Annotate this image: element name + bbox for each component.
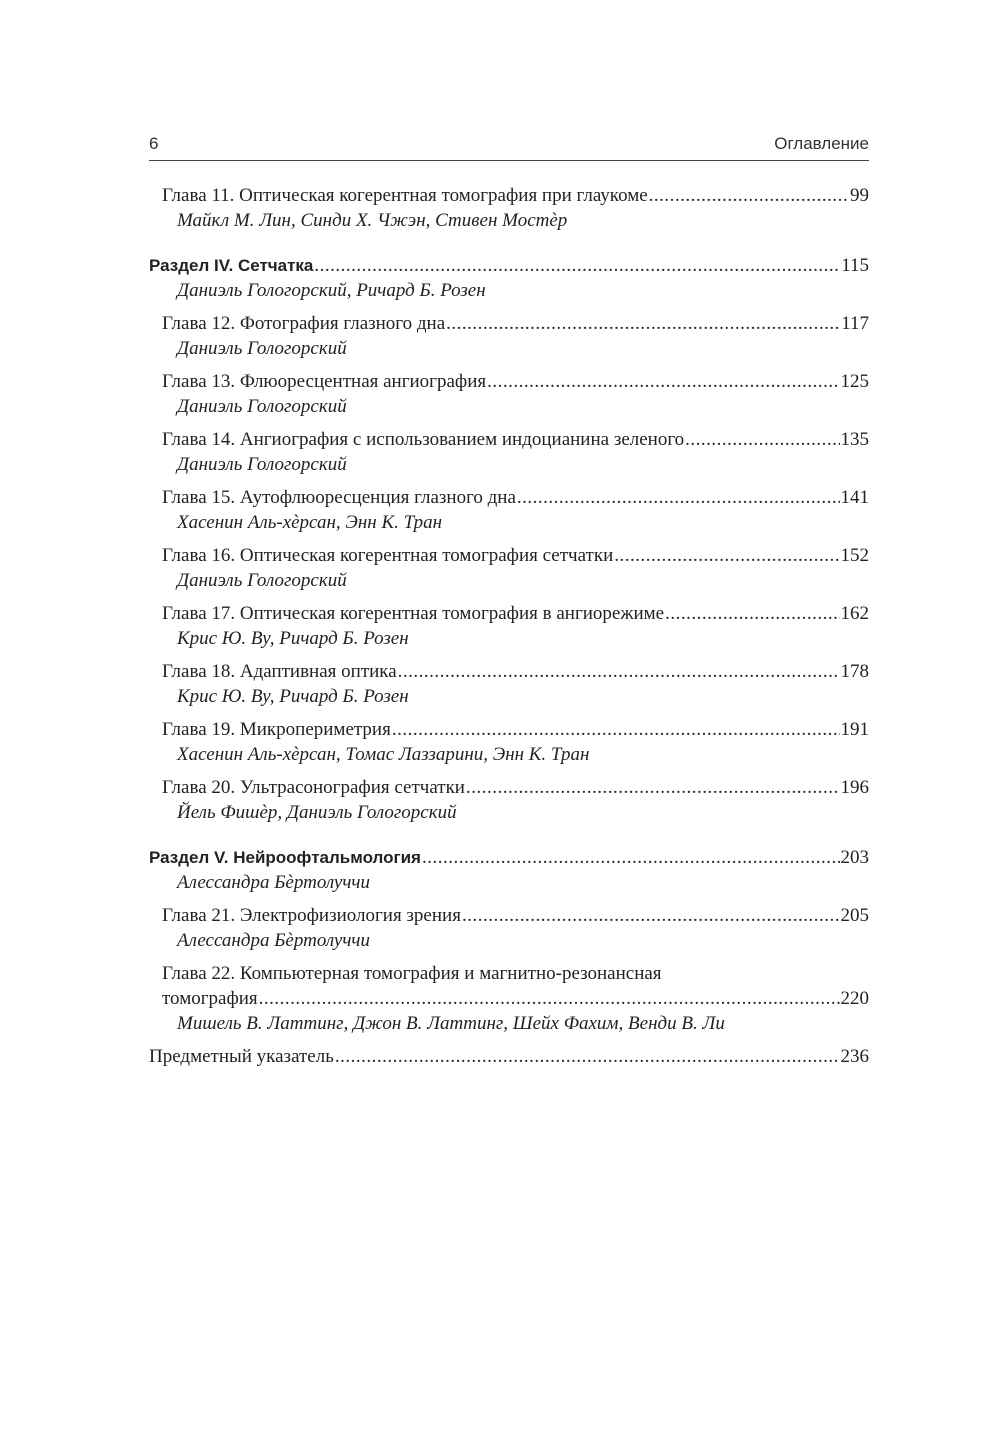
dot-leader (685, 427, 839, 452)
toc-title: Предметный указатель (149, 1046, 334, 1067)
toc-title: Глава 11. Оптическая когерентная томография при глаукоме (162, 185, 648, 206)
toc-page: 162 (840, 603, 869, 624)
toc-line (149, 659, 869, 684)
toc-title: Глава 16. Оптическая когерентная томография сетчатки (162, 545, 614, 566)
toc-line (149, 845, 869, 870)
dot-leader (392, 717, 840, 742)
toc-entry-ch20[interactable] (149, 775, 869, 825)
toc-page: 99 (850, 185, 869, 206)
dot-leader (614, 543, 839, 568)
toc-authors: Даниэль Гологорский (177, 396, 347, 417)
table-of-contents (149, 183, 869, 1077)
toc-line (149, 775, 869, 800)
toc-entry-section-5[interactable] (149, 845, 869, 895)
toc-entry-ch21[interactable] (149, 903, 869, 953)
toc-page: 203 (840, 847, 869, 868)
toc-line (149, 543, 869, 568)
toc-page: 141 (840, 487, 869, 508)
toc-entry-index[interactable] (149, 1044, 869, 1069)
dot-leader (422, 845, 840, 870)
toc-title: Глава 14. Ангиография с использованием индоцианина зеленого (162, 429, 685, 450)
toc-title: Раздел V. Нейроофтальмология (149, 848, 421, 867)
toc-title: Глава 12. Фотография глазного дна (162, 313, 446, 334)
toc-page: 191 (840, 719, 869, 740)
toc-authors: Даниэль Гологорский, Ричард Б. Розен (177, 280, 486, 301)
toc-line (149, 369, 869, 394)
toc-line (149, 1044, 869, 1069)
toc-entry-ch11[interactable] (149, 183, 869, 233)
toc-line (149, 986, 869, 1011)
toc-line (149, 717, 869, 742)
toc-title: Глава 21. Электрофизиология зрения (162, 905, 461, 926)
dot-leader (462, 903, 840, 928)
toc-authors: Мишель В. Латтинг, Джон В. Латтинг, Шейх Фахим, Венди В. Ли (177, 1013, 725, 1034)
toc-page: 125 (840, 371, 869, 392)
toc-line (149, 485, 869, 510)
dot-leader (259, 986, 840, 1011)
toc-authors: Йель Фишѐр, Даниэль Гологорский (177, 802, 457, 823)
toc-line (149, 253, 869, 278)
dot-leader (649, 183, 849, 208)
toc-line (149, 183, 869, 208)
toc-line (149, 601, 869, 626)
running-head (149, 134, 869, 161)
toc-title: Глава 20. Ультрасонография сетчатки (162, 777, 465, 798)
toc-title: Глава 19. Микропериметрия (162, 719, 391, 740)
toc-page: 117 (841, 313, 869, 334)
toc-authors: Крис Ю. Ву, Ричард Б. Розен (177, 686, 409, 707)
toc-authors: Даниэль Гологорский (177, 454, 347, 475)
dot-leader (517, 485, 840, 510)
dot-leader (314, 253, 840, 278)
toc-line (149, 427, 869, 452)
toc-line (149, 903, 869, 928)
dot-leader (487, 369, 839, 394)
toc-entry-ch16[interactable] (149, 543, 869, 593)
toc-authors: Даниэль Гологорский (177, 570, 347, 591)
dot-leader (335, 1044, 840, 1069)
toc-page: 135 (840, 429, 869, 450)
toc-authors: Алессандра Бѐртолуччи (177, 930, 370, 951)
toc-title-line2: томография (162, 988, 258, 1009)
toc-entry-ch17[interactable] (149, 601, 869, 651)
toc-authors: Даниэль Гологорский (177, 338, 347, 359)
toc-entry-ch19[interactable] (149, 717, 869, 767)
toc-entry-ch13[interactable] (149, 369, 869, 419)
toc-entry-section-4[interactable] (149, 253, 869, 303)
toc-title: Глава 18. Адаптивная оптика (162, 661, 397, 682)
toc-title: Глава 15. Аутофлюоресценция глазного дна (162, 487, 516, 508)
toc-page: 178 (840, 661, 869, 682)
toc-page: 236 (840, 1046, 869, 1067)
toc-authors: Хасенин Аль-хѐрсан, Томас Лаззарини, Энн К. Тран (177, 744, 590, 765)
toc-authors: Хасенин Аль-хѐрсан, Энн К. Тран (177, 512, 443, 533)
toc-entry-ch12[interactable] (149, 311, 869, 361)
dot-leader (665, 601, 839, 626)
toc-entry-ch15[interactable] (149, 485, 869, 535)
toc-line (149, 311, 869, 336)
toc-title-line1: Глава 22. Компьютерная томография и магнитно-резонансная (162, 963, 662, 984)
toc-page: 196 (840, 777, 869, 798)
toc-page: 220 (840, 988, 869, 1009)
toc-entry-ch14[interactable] (149, 427, 869, 477)
toc-title: Раздел IV. Сетчатка (149, 256, 314, 275)
toc-authors: Алессандра Бѐртолуччи (177, 872, 370, 893)
dot-leader (466, 775, 840, 800)
toc-title: Глава 13. Флюоресцентная ангиография (162, 371, 487, 392)
dot-leader (398, 659, 840, 684)
dot-leader (446, 311, 840, 336)
toc-entry-ch22[interactable] (149, 961, 869, 1036)
toc-authors: Майкл М. Лин, Синди Х. Чжэн, Стивен Мостѐр (177, 210, 568, 231)
page-number: 6 (149, 134, 159, 153)
toc-title: Глава 17. Оптическая когерентная томография в ангиорежиме (162, 603, 665, 624)
running-title: Оглавление (774, 134, 869, 153)
toc-page: 115 (841, 255, 869, 276)
toc-entry-ch18[interactable] (149, 659, 869, 709)
toc-page: 152 (840, 545, 869, 566)
toc-page: 205 (840, 905, 869, 926)
toc-authors: Крис Ю. Ву, Ричард Б. Розен (177, 628, 409, 649)
